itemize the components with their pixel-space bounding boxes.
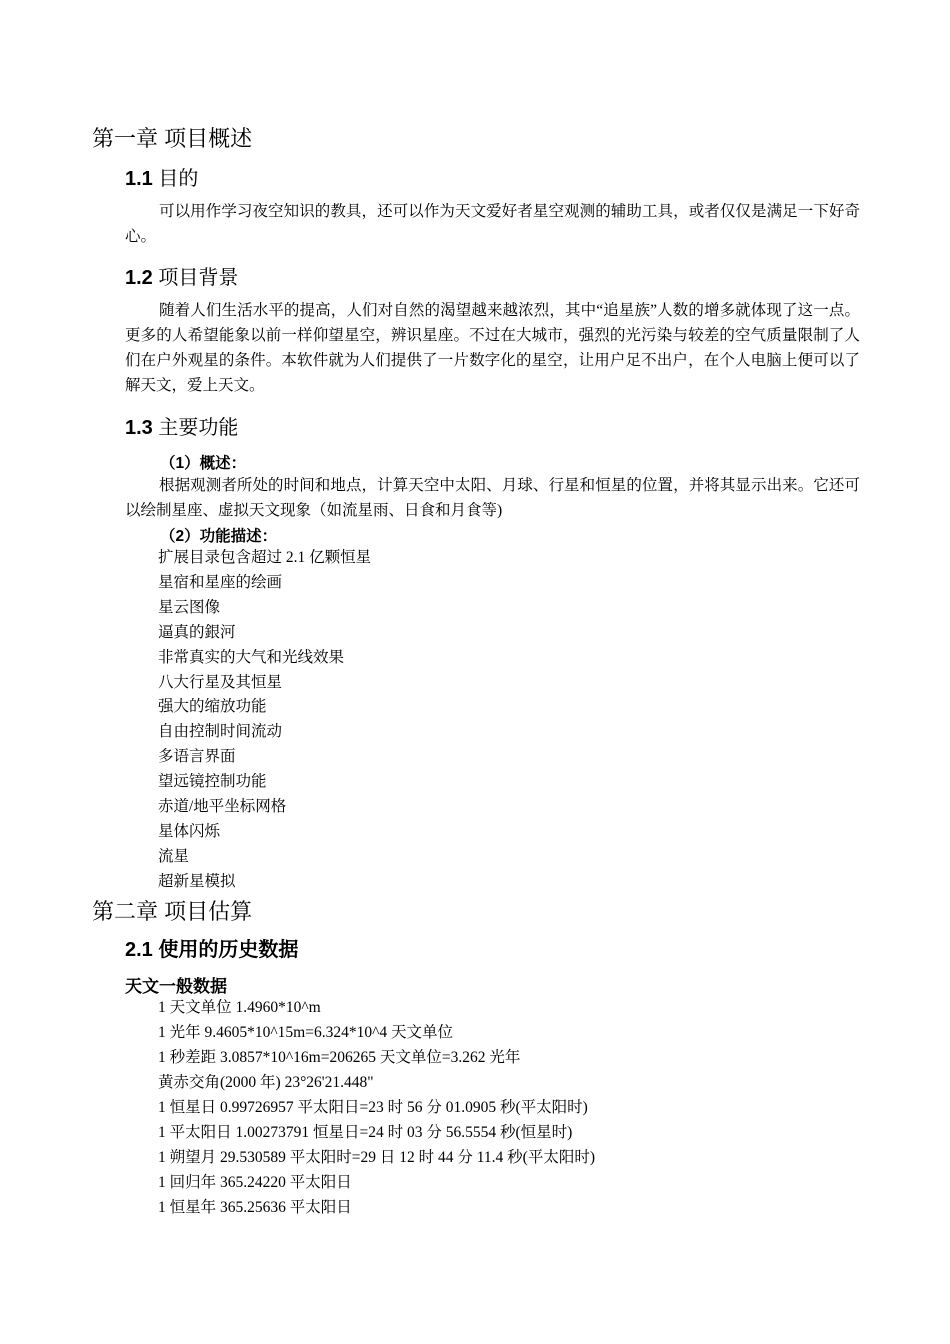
astro-data-item: 1 恒星日 0.99726957 平太阳日=23 时 56 分 01.0905 秒(平太阳时) bbox=[158, 1099, 588, 1116]
section-1-3-number: 1.3 bbox=[125, 417, 153, 439]
astro-data-list bbox=[158, 995, 595, 1220]
astro-data-item: 1 秒差距 3.0857*10^16m=206265 天文单位=3.262 光年 bbox=[158, 1049, 521, 1066]
astro-data-item: 黄赤交角(2000 年) 23°26'21.448" bbox=[158, 1074, 374, 1091]
overview-label: （1）概述： bbox=[160, 455, 247, 472]
feature-item: 八大行星及其恒星 bbox=[158, 673, 283, 691]
features-label: （2）功能描述： bbox=[160, 528, 278, 545]
section-1-1-number: 1.1 bbox=[125, 168, 153, 190]
feature-item: 星宿和星座的绘画 bbox=[158, 573, 283, 591]
astro-data-item: 1 平太阳日 1.00273791 恒星日=24 时 03 分 56.5554 秒(恒星时) bbox=[158, 1124, 573, 1141]
feature-item: 逼真的銀河 bbox=[158, 623, 236, 641]
section-1-2-number: 1.2 bbox=[125, 267, 153, 289]
section-1-3-title: 主要功能 bbox=[158, 417, 239, 439]
section-1-1-paragraph: 可以用作学习夜空知识的教具，还可以作为天文爱好者星空观测的辅助工具，或者仅仅是满足一下好奇心。 bbox=[125, 203, 860, 245]
feature-item: 非常真实的大气和光线效果 bbox=[158, 648, 345, 666]
astro-data-heading: 天文一般数据 bbox=[125, 977, 227, 996]
section-1-2-title: 项目背景 bbox=[158, 267, 239, 289]
feature-item: 自由控制时间流动 bbox=[158, 723, 283, 741]
chapter-1-title: 第一章 项目概述 bbox=[92, 126, 253, 151]
feature-item: 多语言界面 bbox=[158, 748, 236, 766]
overview-paragraph: 根据观测者所处的时间和地点，计算天空中太阳、月球、行星和恒星的位置，并将其显示出来。它还可以绘制星座、虚拟天文现象（如流星雨、日食和月食等) bbox=[125, 477, 860, 519]
feature-item: 望远镜控制功能 bbox=[158, 773, 267, 791]
astro-data-item: 1 光年 9.4605*10^15m=6.324*10^4 天文单位 bbox=[158, 1024, 453, 1041]
section-1-2-heading bbox=[125, 261, 238, 290]
feature-list bbox=[158, 546, 371, 895]
feature-item: 流星 bbox=[158, 847, 190, 865]
feature-item: 星体闪烁 bbox=[158, 822, 221, 840]
feature-item: 超新星模拟 bbox=[158, 872, 236, 890]
astro-data-item: 1 天文单位 1.4960*10^m bbox=[158, 999, 321, 1016]
section-1-1-heading bbox=[125, 162, 198, 191]
astro-data-item: 1 朔望月 29.530589 平太阳时=29 日 12 时 44 分 11.4 秒(平太阳时) bbox=[158, 1149, 595, 1166]
feature-item: 强大的缩放功能 bbox=[158, 698, 267, 716]
section-1-3-heading bbox=[125, 411, 238, 440]
feature-item: 星云图像 bbox=[158, 598, 221, 616]
section-1-1-title: 目的 bbox=[158, 168, 199, 190]
feature-item: 赤道/地平坐标网格 bbox=[158, 798, 287, 816]
chapter-2-title: 第二章 项目估算 bbox=[92, 899, 253, 924]
section-1-2-paragraph: 随着人们生活水平的提高，人们对自然的渴望越来越浓烈，其中“追星族”人数的增多就体现了这一点。更多的人希望能象以前一样仰望星空，辨识星座。不过在大城市，强烈的光污染与较差的空气质量限制了人们在户外观星的条件。本软件就为人们提供了一片数字化的星空，让用户足不出户，在个人电脑上便可以了解天文，爱上天文。 bbox=[125, 302, 860, 394]
astro-data-item: 1 恒星年 365.25636 平太阳日 bbox=[158, 1199, 352, 1216]
section-2-1-heading bbox=[125, 933, 298, 962]
astro-data-item: 1 回归年 365.24220 平太阳日 bbox=[158, 1174, 352, 1191]
section-2-1-number: 2.1 bbox=[125, 939, 153, 961]
section-2-1-title: 使用的历史数据 bbox=[158, 939, 299, 961]
feature-item: 扩展目录包含超过 2.1 亿颗恒星 bbox=[158, 549, 372, 566]
